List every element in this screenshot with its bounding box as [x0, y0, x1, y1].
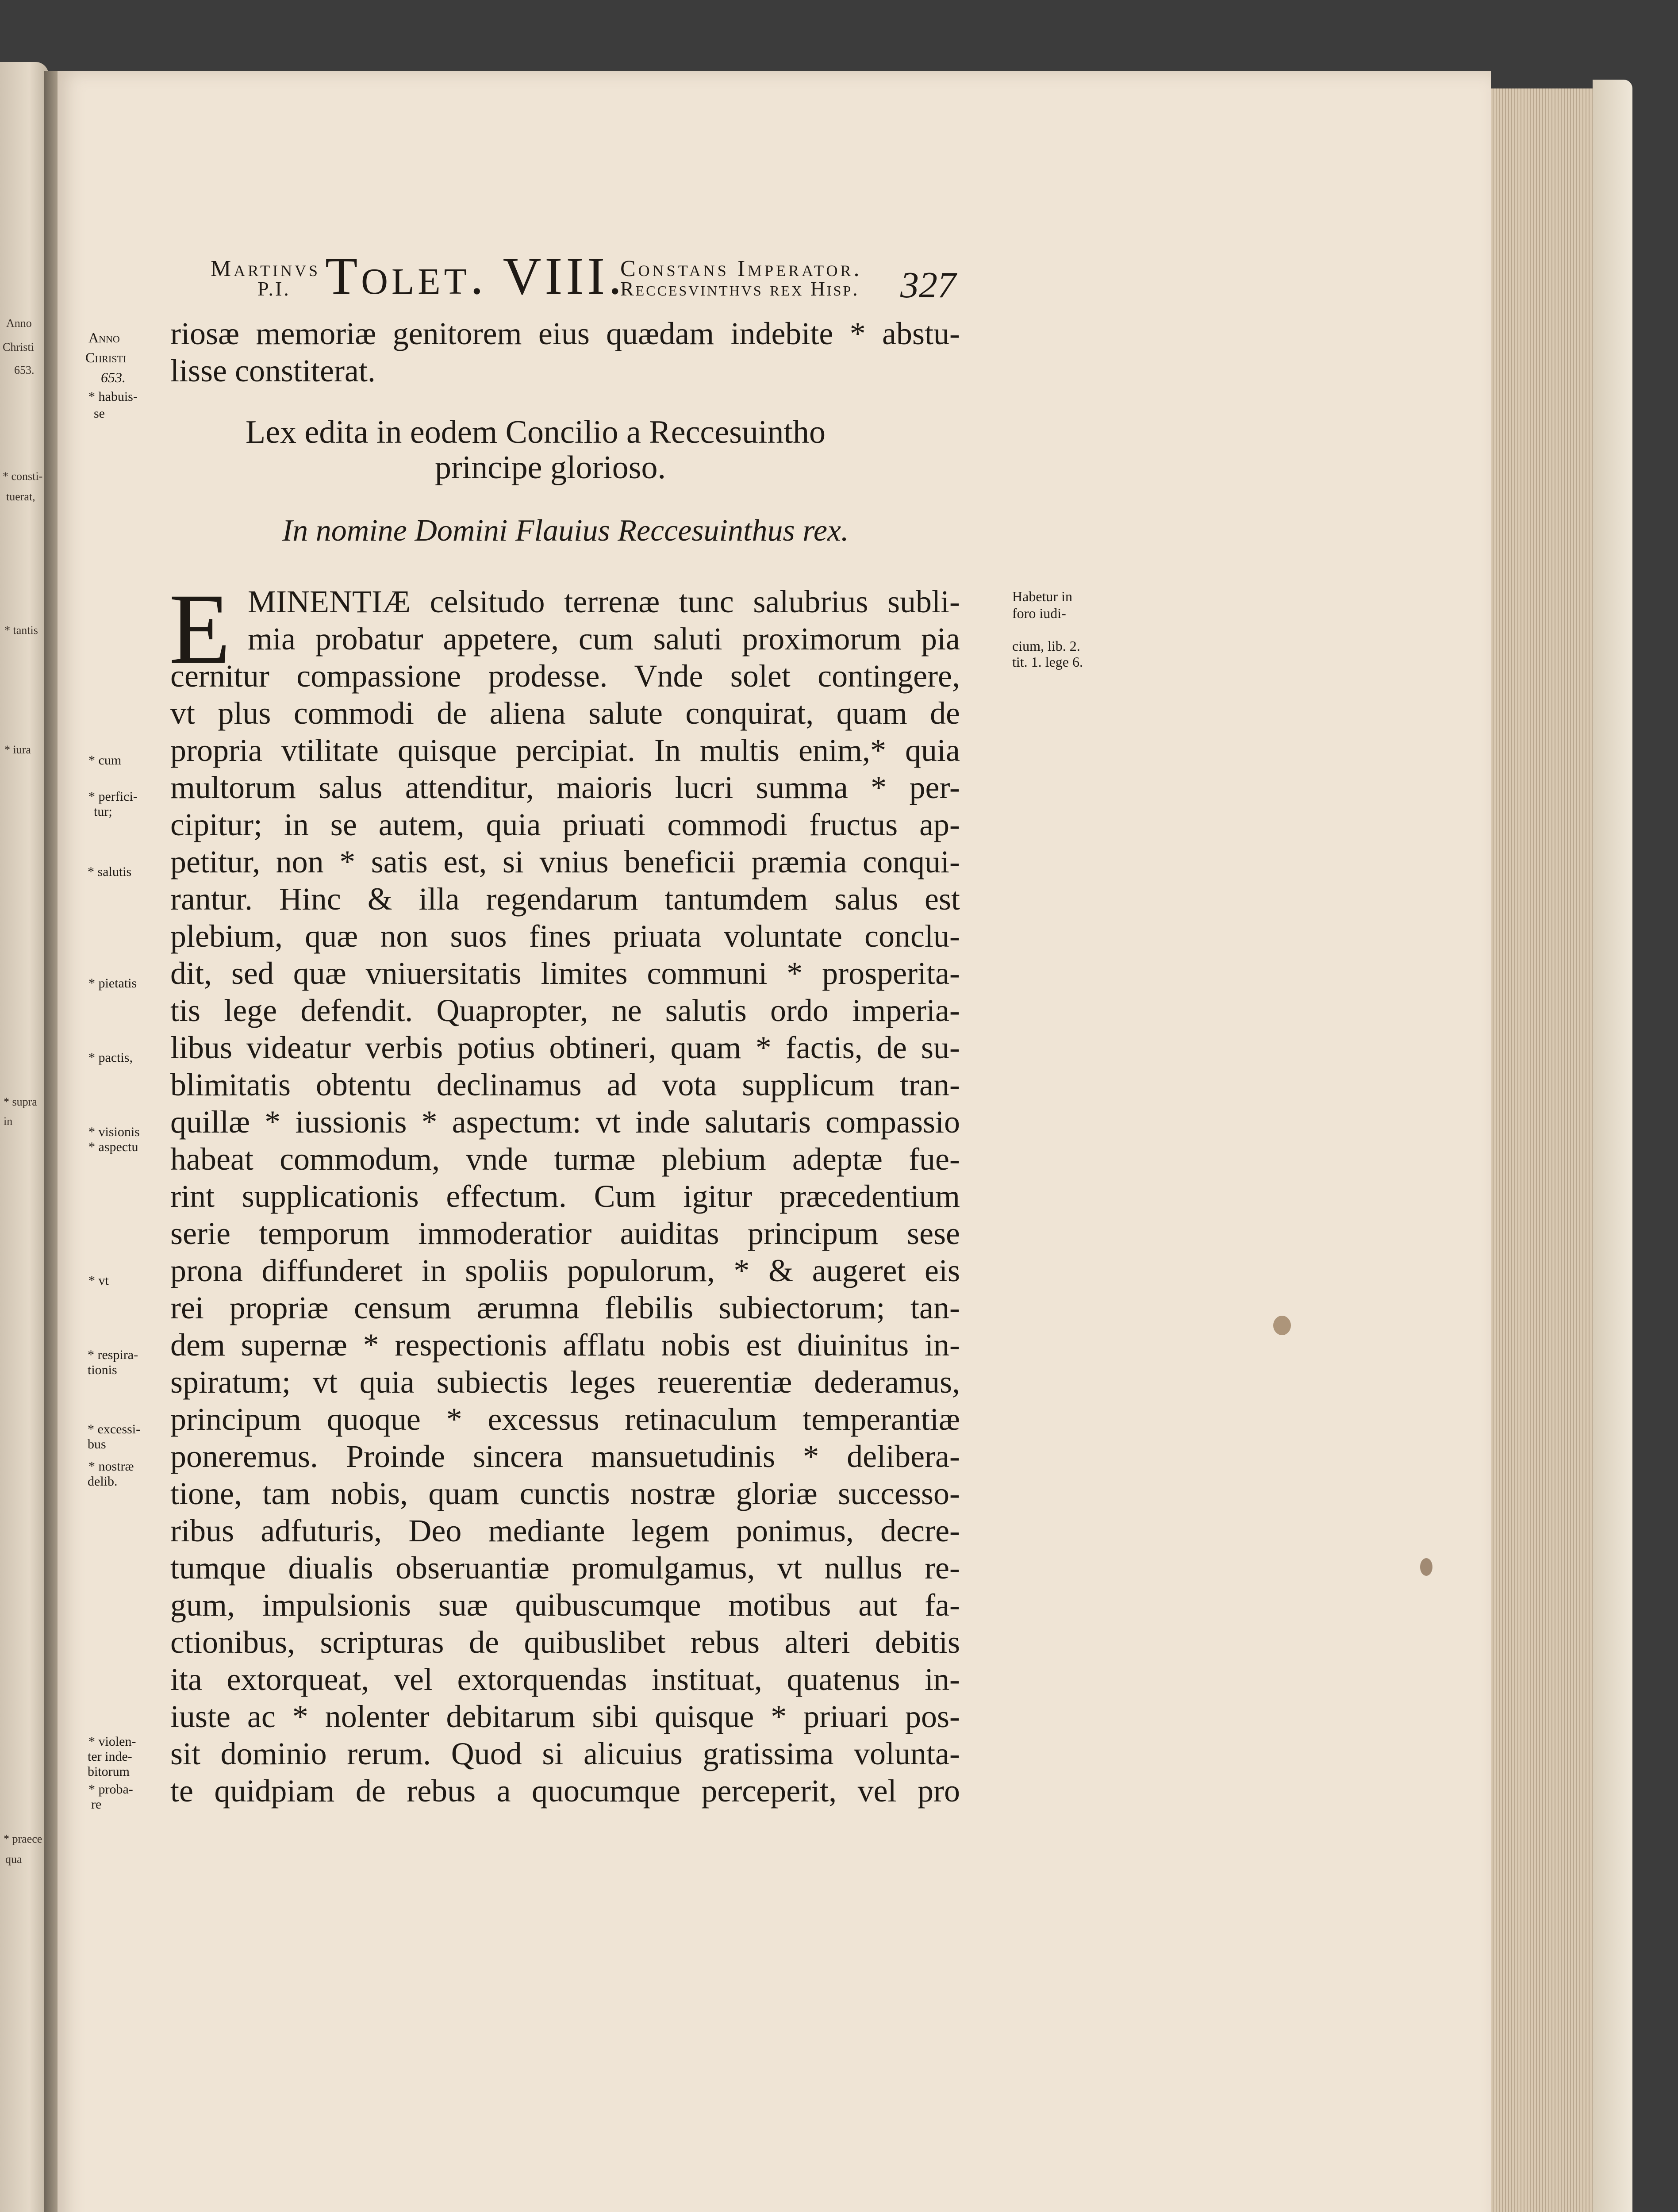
page-edges-cover — [1593, 80, 1632, 2212]
margin-note: * perfici- — [88, 789, 138, 804]
margin-note: * violen- — [88, 1734, 136, 1749]
margin-note: * habuis- — [88, 389, 138, 404]
text-line: vt plus commodi de aliena salute conquirat, quam de — [170, 695, 960, 731]
text-line: riosæ memoriæ genitorem eius quædam indebite * abstu- — [170, 316, 960, 351]
text-line: mia probatur appetere, cum saluti proximorum pia — [248, 621, 960, 657]
text-line: sit dominio rerum. Quod si alicuius gratissima volunta- — [170, 1736, 960, 1771]
text-line: ita extorqueat, vel extorquendas instituat, quatenus in- — [170, 1662, 960, 1697]
margin-note: tur; — [94, 804, 112, 819]
page-number: 327 — [900, 265, 956, 306]
text-line: quillæ * iussionis * aspectum: vt inde salutaris compassio — [170, 1104, 960, 1140]
ink-spot — [1273, 1316, 1291, 1335]
text-line: te quidpiam de rebus a quocumque perceperit, vel pro — [170, 1773, 960, 1809]
text-line: tis lege defendit. Quapropter, ne salutis ordo imperia- — [170, 993, 960, 1028]
margin-christi: Christi — [85, 349, 127, 365]
margin-note: * excessi- — [88, 1422, 141, 1436]
text-line: rantur. Hinc & illa regendarum tantumdem salus est — [170, 881, 960, 917]
left-page-fragment: * supra — [4, 1095, 37, 1108]
text-line: cipitur; in se autem, quia priuati commodi fructus ap- — [170, 807, 960, 842]
text-line: tumque diualis obseruantiæ promulgamus, vt nullus re- — [170, 1550, 960, 1586]
margin-note: * aspectu — [88, 1140, 138, 1154]
margin-note: delib. — [88, 1474, 118, 1489]
drop-cap: E — [169, 573, 231, 685]
text-line: MINENTIÆ celsitudo terrenæ tunc salubrius subli- — [248, 584, 960, 619]
text-line: iuste ac * nolenter debitarum sibi quisque * priuari pos- — [170, 1699, 960, 1734]
margin-anno: Anno — [88, 330, 120, 346]
left-page-fragment: qua — [5, 1853, 22, 1866]
left-page-fragment: Anno — [6, 317, 32, 330]
margin-note: bitorum — [88, 1764, 130, 1779]
left-page-fragment: 653. — [14, 364, 35, 376]
text-line: spiratum; vt quia subiectis leges reuerentiæ dederamus, — [170, 1364, 960, 1400]
margin-note: * proba- — [88, 1782, 133, 1797]
left-page-fragment: * consti- — [3, 470, 43, 483]
left-page-fragment: tuerat, — [6, 490, 35, 503]
margin-reference: cium, lib. 2. — [1012, 638, 1080, 654]
invocation: In nomine Domini Flauius Reccesuinthus rex. — [282, 514, 849, 548]
ink-spot — [1420, 1558, 1432, 1576]
running-head-pi: P.I. — [257, 277, 291, 300]
margin-reference: foro iudi- — [1012, 605, 1066, 621]
text-line: cernitur compassione prodesse. Vnde solet contingere, — [170, 658, 960, 694]
left-page-fragment: * tantis — [4, 624, 38, 637]
text-line: prona diffunderet in spoliis populorum, * & augeret eis — [170, 1253, 960, 1288]
text-line: gum, impulsionis suæ quibuscumque motibus aut fa- — [170, 1587, 960, 1623]
margin-note: se — [94, 406, 105, 421]
text-line: rei propriæ censum ærumna flebilis subiectorum; tan- — [170, 1290, 960, 1325]
text-line: habeat commodum, vnde turmæ plebium adeptæ fue- — [170, 1141, 960, 1177]
text-line: dit, sed quæ vniuersitatis limites communi * prosperita- — [170, 956, 960, 991]
left-page-fragment: * praece — [4, 1832, 42, 1845]
left-page-fragment: Christi — [3, 341, 34, 353]
margin-note: bus — [88, 1437, 106, 1452]
text-line: rint supplicationis effectum. Cum igitur præcedentium — [170, 1179, 960, 1214]
text-line: libus videatur verbis potius obtineri, quam * factis, de su- — [170, 1030, 960, 1065]
margin-note: ter inde- — [88, 1749, 132, 1764]
text-line: blimitatis obtentu declinamus ad vota supplicum tran- — [170, 1067, 960, 1102]
margin-note: * salutis — [88, 864, 132, 879]
text-line: ctionibus, scripturas de quibuslibet rebus alteri debitis — [170, 1624, 960, 1660]
text-line: ribus adfuturis, Deo mediante legem ponimus, decre- — [170, 1513, 960, 1548]
text-line: propria vtilitate quisque percipiat. In multis enim,* quia — [170, 733, 960, 768]
text-line: tione, tam nobis, quam cunctis nostræ gloriæ successo- — [170, 1476, 960, 1511]
text-line: principum quoque * excessus retinaculum temperantiæ — [170, 1402, 960, 1437]
text-line: serie temporum immoderatior auiditas principum sese — [170, 1216, 960, 1251]
margin-note: * nostræ — [88, 1459, 134, 1474]
text-line: plebium, quæ non suos fines priuata voluntate conclu- — [170, 918, 960, 954]
text-line: dem supernæ * respectionis afflatu nobis est diuinitus in- — [170, 1327, 960, 1363]
left-page-edge — [0, 62, 49, 2212]
margin-note: tionis — [88, 1363, 117, 1377]
section-title: principe glorioso. — [435, 449, 666, 486]
text-line: petitur, non * satis est, si vnius beneficii præmia conqui- — [170, 844, 960, 879]
running-head-reccesvinthus: Reccesvinthvs rex Hisp. — [620, 277, 860, 300]
margin-note: re — [91, 1797, 102, 1812]
margin-note: * vt — [88, 1273, 109, 1288]
text-line: multorum salus attenditur, maioris lucri summa * per- — [170, 770, 960, 805]
margin-note: * visionis — [88, 1125, 140, 1139]
text-line: lisse constiterat. — [170, 353, 376, 388]
section-title: Lex edita in eodem Concilio a Reccesuintho — [246, 414, 826, 450]
margin-note: * pactis, — [88, 1050, 133, 1065]
margin-note: * respira- — [88, 1348, 138, 1362]
left-page-fragment: * iura — [4, 743, 31, 756]
margin-reference: tit. 1. lege 6. — [1012, 654, 1083, 670]
text-line: poneremus. Proinde sincera mansuetudinis * delibera- — [170, 1439, 960, 1474]
running-head-martinus: Martinvs — [211, 256, 321, 281]
running-head-constans: Constans Imperator. — [620, 256, 862, 281]
margin-note: * pietatis — [88, 976, 137, 991]
margin-note: * cum — [88, 753, 122, 768]
margin-reference: Habetur in — [1012, 588, 1072, 604]
left-page-fragment: in — [4, 1115, 13, 1128]
margin-year: 653. — [101, 369, 126, 385]
running-head-title: Tolet. VIII. — [325, 246, 626, 305]
